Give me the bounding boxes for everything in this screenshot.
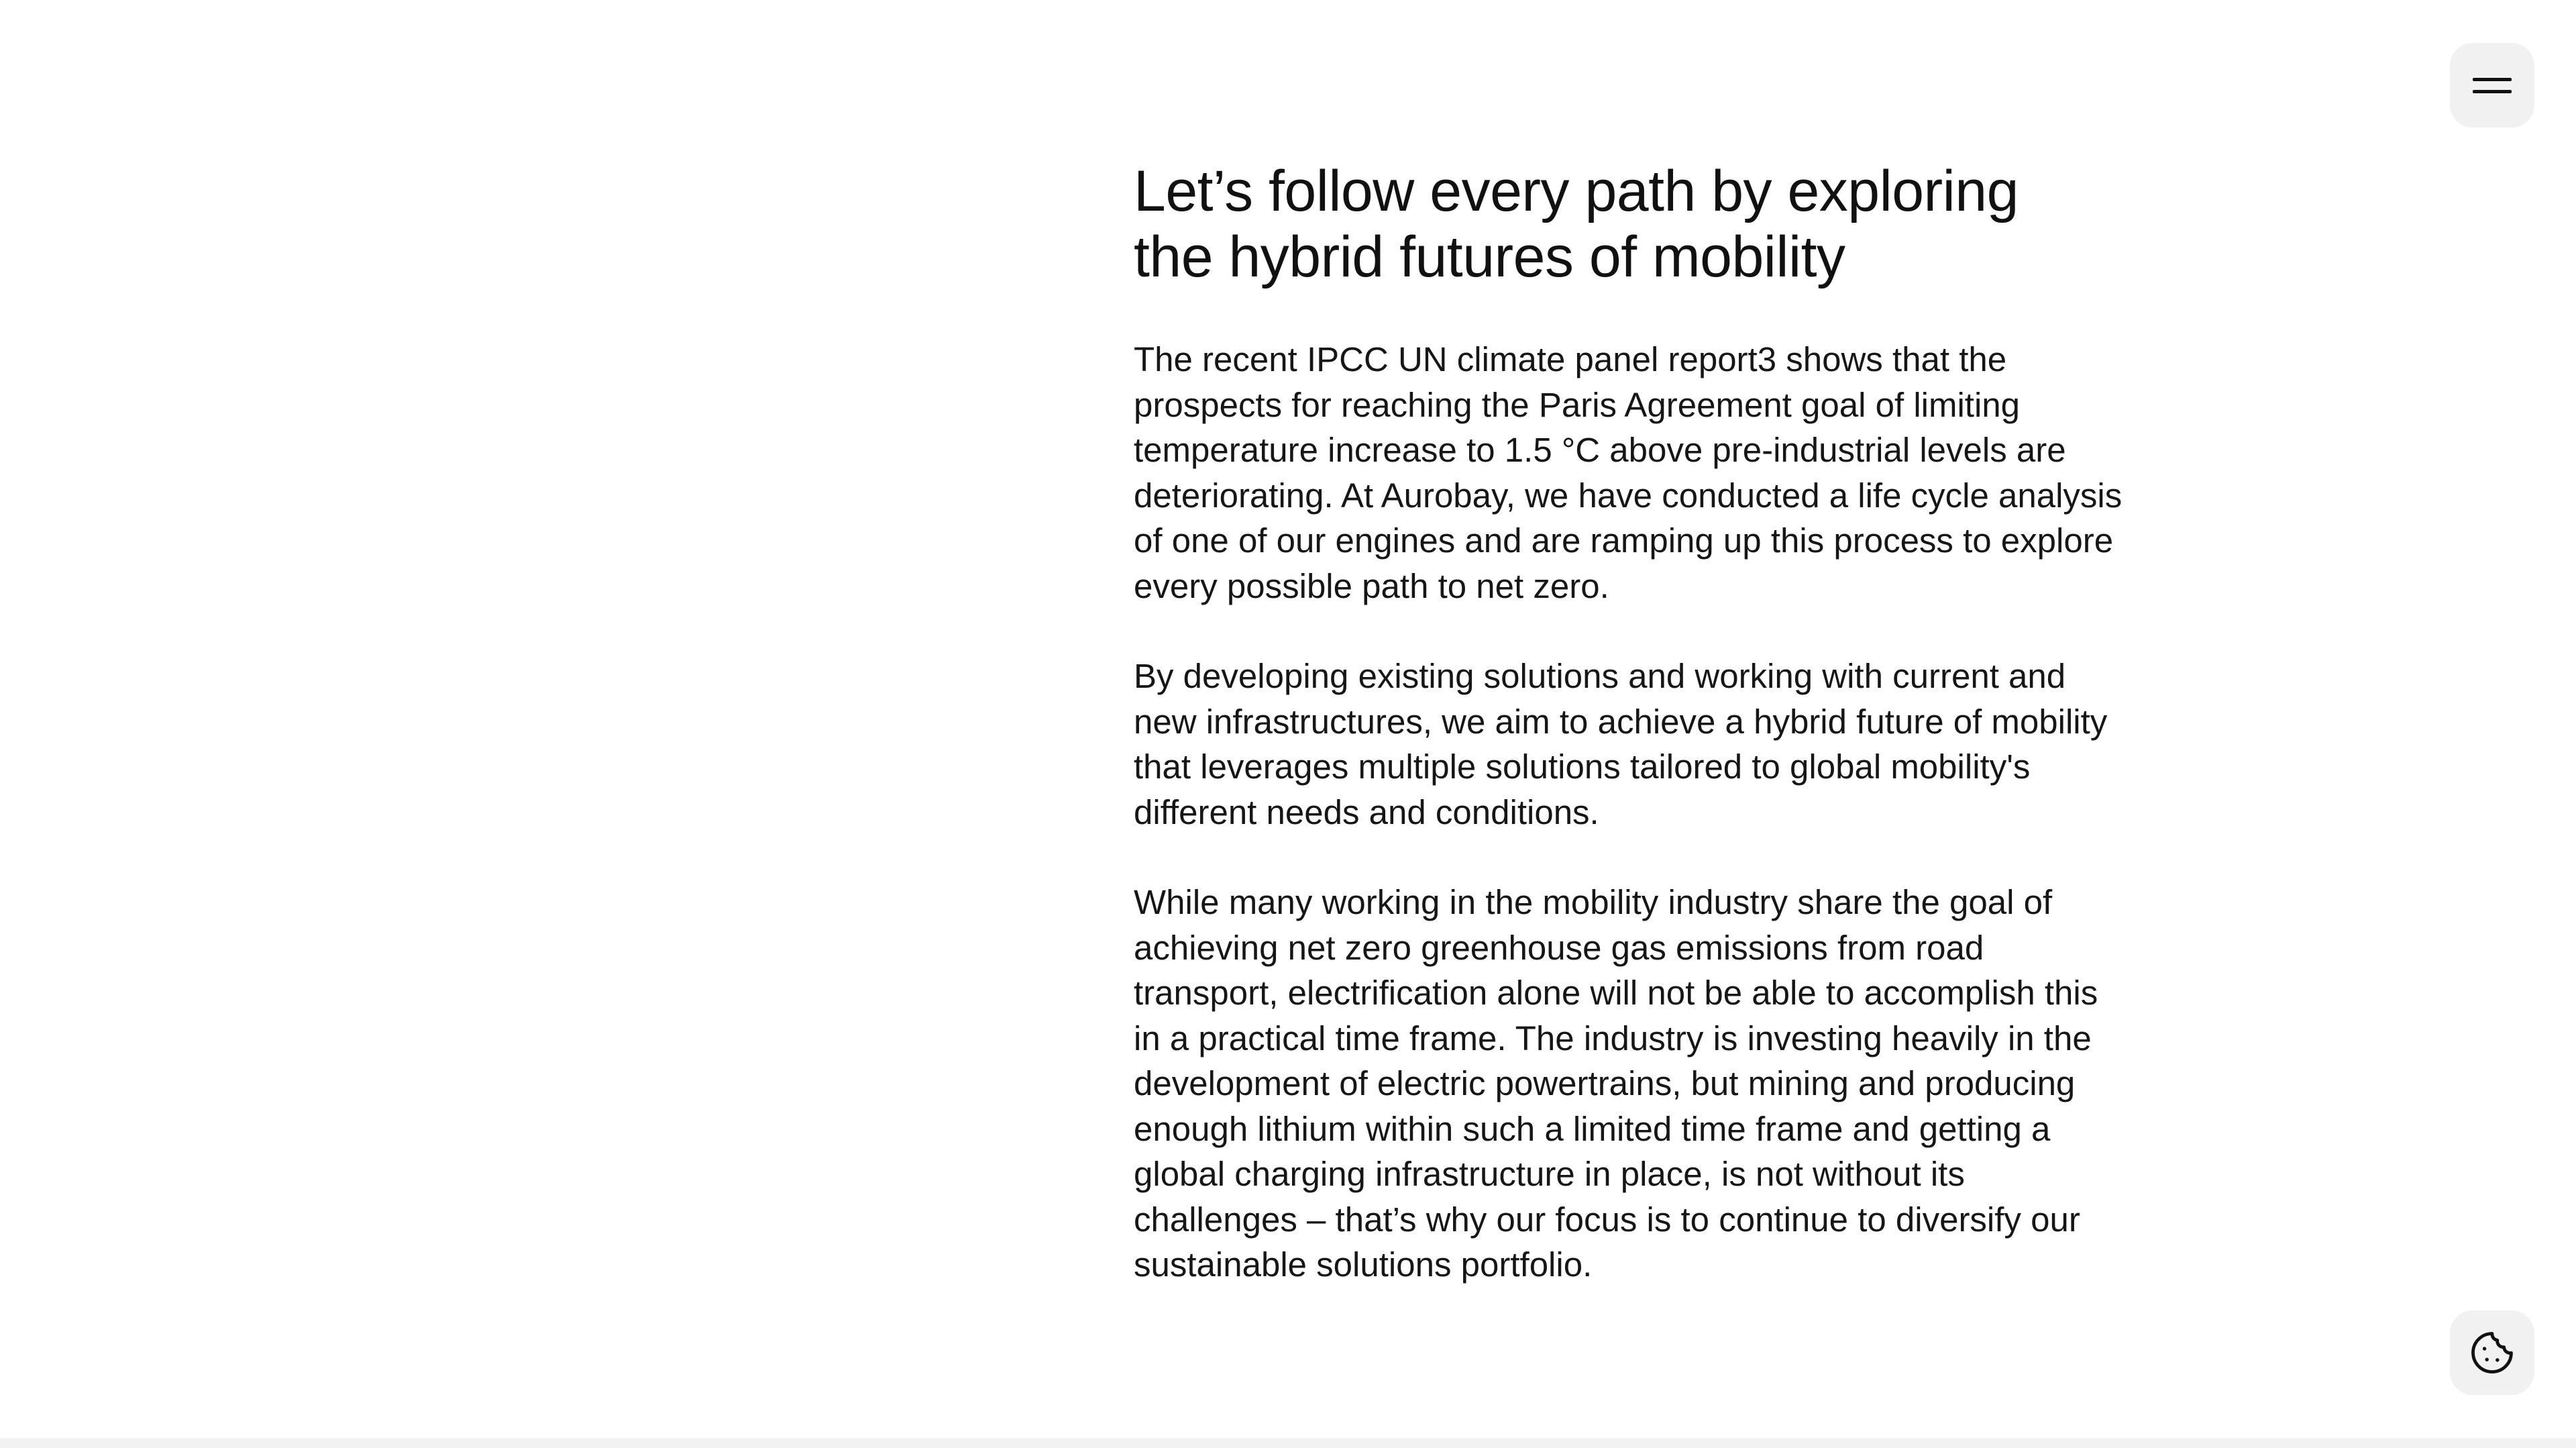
cookie-icon xyxy=(2468,1329,2516,1377)
article-heading xyxy=(1134,158,2127,290)
cookie-settings-button[interactable] xyxy=(2450,1310,2534,1395)
paragraph-ipcc-report: The recent IPCC UN climate panel report3 shows that the prospects for reaching the Paris Agreement goal of limiting temperature increase to 1.5 °C above pre-industrial levels are deteriorating. At Aurobay, we have conducted a life cycle analysis of one of our engines and are ramping up this process to explore every possible path to net zero. xyxy=(1134,340,2123,605)
bottom-divider xyxy=(0,1438,2576,1448)
heading-line-1: Let’s follow every path by exploring xyxy=(1134,159,2019,223)
hamburger-menu-icon xyxy=(2473,73,2512,97)
paragraph-electrification-challenges: While many working in the mobility industry share the goal of achieving net zero greenhouse gas emissions from road transport, electrification alone will not be able to accomplish this in a practical time frame. The industry is investing heavily in the development of electric powertrains, but mining and producing enough lithium within such a limited time frame and getting a global charging infrastructure in place, is not without its challenges – that’s why our focus is to continue to diversify our sustainable solutions portfolio. xyxy=(1134,883,2098,1284)
paragraph-hybrid-future: By developing existing solutions and working with current and new infrastructures, we aim to achieve a hybrid future of mobility that leverages multiple solutions tailored to global mobility's different needs and conditions. xyxy=(1134,657,2108,831)
heading-line-2: the hybrid futures of mobility xyxy=(1134,225,1845,289)
article-content xyxy=(1134,158,2127,1288)
menu-button[interactable] xyxy=(2450,43,2534,127)
